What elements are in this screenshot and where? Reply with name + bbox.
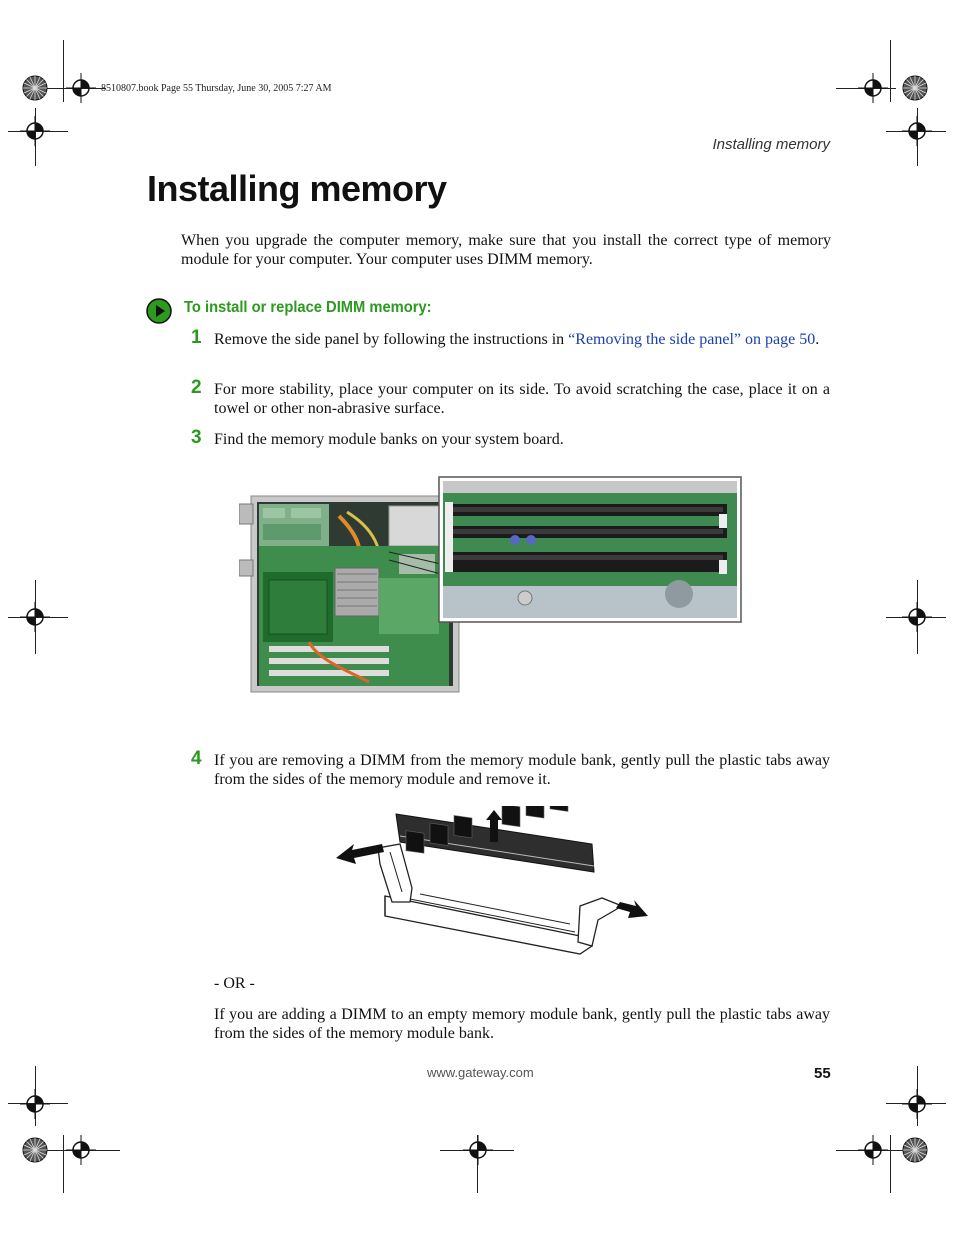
- removing-side-panel-link[interactable]: “Removing the side panel” on page 50: [568, 331, 816, 348]
- footer-url: www.gateway.com: [427, 1065, 534, 1080]
- intro-paragraph: When you upgrade the computer memory, make sure that you install the correct type of memory module for your computer. Your computer uses DIMM memory.: [181, 232, 831, 268]
- dimm-removal-illustration: [330, 806, 652, 956]
- registration-target-icon: [20, 116, 50, 146]
- step-number: 4: [191, 748, 202, 769]
- registration-target-icon: [902, 602, 932, 632]
- registration-target-icon: [858, 1135, 888, 1165]
- step-text-segment: .: [815, 331, 820, 348]
- registration-target-icon: [902, 116, 932, 146]
- system-board-photo: [239, 476, 743, 694]
- registration-target-icon: [20, 1089, 50, 1119]
- color-wheel-icon: [22, 1137, 48, 1163]
- procedure-heading: To install or replace DIMM memory:: [184, 299, 432, 316]
- alternate-step-text: If you are adding a DIMM to an empty memory module bank, gently pull the plastic tabs away from the sides of the memory module bank.: [214, 1006, 830, 1042]
- color-wheel-icon: [902, 1137, 928, 1163]
- step-number: 1: [191, 327, 202, 348]
- procedure-arrow-icon: [146, 298, 172, 324]
- page-title: Installing memory: [147, 168, 447, 209]
- page-number: 55: [814, 1065, 831, 1082]
- step-3-text: Find the memory module banks on your system board.: [214, 431, 564, 448]
- registration-target-icon: [858, 73, 888, 103]
- registration-target-icon: [20, 602, 50, 632]
- print-stamp: 8510807.book Page 55 Thursday, June 30, 2005 7:27 AM: [101, 83, 332, 94]
- registration-target-icon: [66, 73, 96, 103]
- step-1-text: [214, 330, 830, 349]
- step-number: 2: [191, 377, 202, 398]
- registration-target-icon: [463, 1135, 493, 1165]
- color-wheel-icon: [902, 75, 928, 101]
- step-text-segment: Remove the side panel by following the instructions in: [214, 331, 569, 348]
- or-separator: - OR -: [214, 975, 255, 992]
- step-4-text: If you are removing a DIMM from the memory module bank, gently pull the plastic tabs away from the sides of the memory module and remove it.: [214, 752, 830, 788]
- running-head: Installing memory: [712, 136, 830, 153]
- step-number: 3: [191, 427, 202, 448]
- step-2-text: For more stability, place your computer on its side. To avoid scratching the case, place it on a towel or other non-abrasive surface.: [214, 381, 830, 417]
- registration-target-icon: [902, 1089, 932, 1119]
- registration-target-icon: [66, 1135, 96, 1165]
- color-wheel-icon: [22, 75, 48, 101]
